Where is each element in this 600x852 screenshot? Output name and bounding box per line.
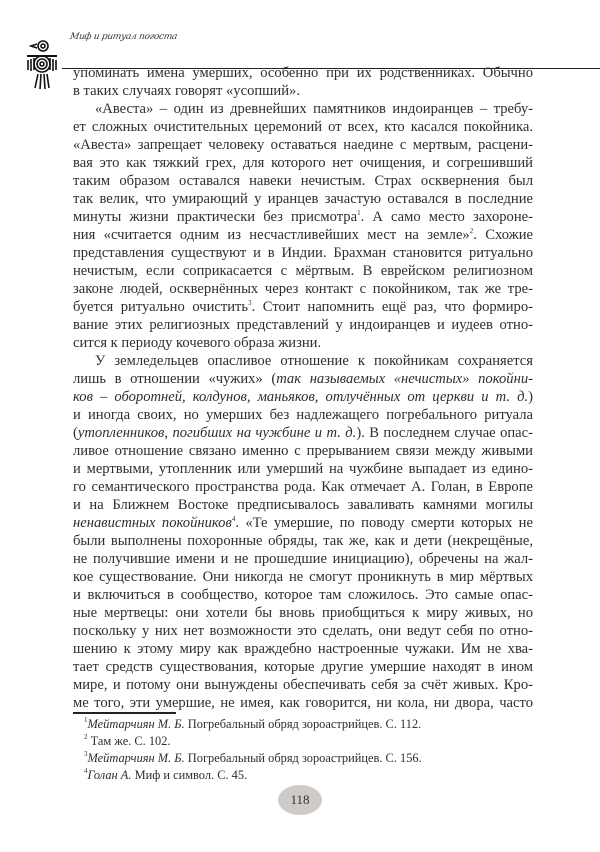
text-line	[73, 586, 533, 604]
text-line	[73, 406, 533, 424]
text: вая это как тяжкий грех, для которого нет очищения, и согрешивший	[73, 155, 533, 171]
text-line	[73, 370, 533, 388]
footnote	[84, 733, 422, 750]
text: тает средств существования, которые другие умершие находят в ином	[73, 659, 533, 675]
text: кое существование. Они никогда не смогут проникнуть в мир мёртвых	[73, 569, 533, 585]
text: не получившие имени и не прошедшие инициацию), обречены на жал-	[73, 551, 533, 567]
text-line	[73, 604, 533, 622]
text: ). В последнем случае опас-	[356, 425, 533, 441]
text-line	[73, 694, 533, 712]
footnote-text: Там же. С. 102.	[87, 734, 171, 748]
text: «Авеста» запрещает человеку оставаться наедине с мертвым, расцени-	[73, 137, 533, 153]
text: и иногда своих, но умерших без надлежащего погребального ритуала	[73, 407, 533, 423]
text: . Схожие	[473, 227, 533, 243]
text: нечистым, если соприкасается с мёртвым. В еврейском религиозном	[73, 263, 533, 279]
body-text	[73, 64, 533, 712]
footnote-separator	[73, 712, 176, 714]
text-line	[73, 64, 533, 82]
text-line	[73, 640, 533, 658]
text-line	[73, 424, 533, 442]
footnote-author: Мейтарчиян М. Б.	[87, 751, 185, 765]
bird-emblem-icon	[26, 38, 58, 94]
text: упоминать имена умерших, особенно при их родственниках. Обычно	[73, 65, 533, 81]
text: (	[73, 425, 78, 441]
footnote-author: Мейтарчиян М. Б.	[87, 717, 185, 731]
running-title: Миф и ритуал погоста	[69, 32, 178, 42]
text: и мертвыми, утопленник или умерший на чужбине выпадает из едино-	[73, 461, 533, 477]
text-line	[73, 478, 533, 496]
text-line	[73, 352, 533, 370]
text-line	[73, 496, 533, 514]
text-line	[73, 334, 533, 352]
text: представления существуют и в Индии. Брахман становится ритуально	[73, 245, 533, 261]
text-line	[73, 208, 533, 226]
page-number: 118	[278, 785, 322, 815]
text: в таких случаях говорят «усопший».	[73, 83, 300, 99]
italic-text: так называемых «нечистых» покойни-	[276, 371, 533, 387]
text-line	[73, 298, 533, 316]
text: и на Ближнем Востоке предписывалось заваливать камнями могилы	[73, 497, 533, 513]
text-line	[73, 262, 533, 280]
text-line	[73, 460, 533, 478]
text: ет сложных очистительных церемоний от всех, кто касался покойника.	[73, 119, 533, 135]
text: законе людей, осквернённых через контакт с покойником, так же тре-	[73, 281, 533, 297]
text-line	[73, 550, 533, 568]
text-line	[73, 568, 533, 586]
text-line	[73, 442, 533, 460]
text-line	[73, 82, 533, 100]
text-line	[73, 658, 533, 676]
text-line	[73, 514, 533, 532]
footnote-number: 1	[84, 716, 88, 724]
text: мире, и потому они вынуждены обеспечивать себя за счёт живых. Кро-	[73, 677, 533, 693]
text: буется ритуально очистить	[73, 299, 249, 315]
footnote-ref: 4	[231, 515, 236, 523]
footnote-ref: 2	[469, 227, 474, 235]
text: ния «считается одним из несчастливейших мест на земле»	[73, 227, 470, 243]
text: таким образом оставался навеки нечистым. Страх осквернения был	[73, 173, 533, 189]
text: . «Те умершие, по поводу смерти которых не	[235, 515, 533, 531]
text: сится к периоду кочевого образа жизни.	[73, 335, 322, 351]
text: )	[528, 389, 533, 405]
footnote-text: Погребальный обряд зороастрийцев. С. 156.	[184, 751, 422, 765]
footnote-text: Миф и символ. С. 45.	[131, 768, 248, 782]
text-line	[73, 388, 533, 406]
text-line	[73, 316, 533, 334]
text-line	[73, 622, 533, 640]
text: ливое отношение связано именно с прерыванием связи между живыми	[73, 443, 533, 459]
text: так велик, что умирающий у иранцев зачастую оставался в последние	[73, 191, 533, 207]
text-line	[73, 118, 533, 136]
text-line	[73, 280, 533, 298]
italic-text: утопленников, погибших на чужбине и т. д.	[77, 425, 357, 441]
footnote-author: Голан А.	[87, 768, 132, 782]
text: лишь в отношении «чужих» (	[73, 371, 277, 387]
text-line	[73, 190, 533, 208]
footnote-number: 3	[84, 750, 88, 758]
text: и включиться в сообщество, которое там сложилось. Это самые опас-	[73, 587, 533, 603]
text-line	[73, 136, 533, 154]
text-line	[73, 532, 533, 550]
footnote	[84, 750, 422, 767]
text: У земледельцев опасливое отношение к покойникам сохраняется	[95, 353, 533, 369]
footnote	[84, 716, 422, 733]
footnotes	[84, 716, 422, 784]
text-line	[73, 100, 533, 118]
text-line	[73, 676, 533, 694]
text-line	[73, 244, 533, 262]
footnote-number: 4	[84, 767, 88, 775]
text: вание этих религиозных представлений у индоиранцев и иудеев отно-	[73, 317, 533, 333]
text: были выполнены похоронные обряды, так же, как и дети (некрещёные,	[73, 533, 533, 549]
text: минуты жизни практически без присмотра	[73, 209, 358, 225]
text: «Авеста» – один из древнейших памятников индоиранцев – требу-	[95, 101, 533, 117]
text-line	[73, 226, 533, 244]
footnote-number: 2	[84, 733, 88, 741]
footnote-ref: 3	[248, 299, 252, 307]
text: . А само место захороне-	[360, 209, 533, 225]
text-line	[73, 154, 533, 172]
text: го семантического пространства рода. Как отмечает А. Голан, в Европе	[73, 479, 533, 495]
footnote-ref: 1	[357, 209, 361, 217]
text: поскольку у них нет возможности это сделать, они ведут себя по отно-	[73, 623, 533, 639]
footnote-text: Погребальный обряд зороастрийцев. С. 112.	[184, 717, 422, 731]
italic-text: ненавистных покойников	[73, 515, 232, 531]
text-line	[73, 172, 533, 190]
italic-text: ков – оборотней, колдунов, маньяков, отлучённых от церкви и т. д.	[73, 389, 529, 405]
footnote	[84, 767, 422, 784]
text: шению к этому миру как враждебно настроенные чужаки. Им не хва-	[73, 641, 533, 657]
text: . Стоит напомнить ещё раз, что формиро-	[251, 299, 534, 315]
text: ме того, эти умершие, не имея, как говорится, ни кола, ни двора, часто	[73, 695, 533, 711]
text: ные мертвецы: они хотели бы вновь приобщиться к миру живых, но	[73, 605, 533, 621]
